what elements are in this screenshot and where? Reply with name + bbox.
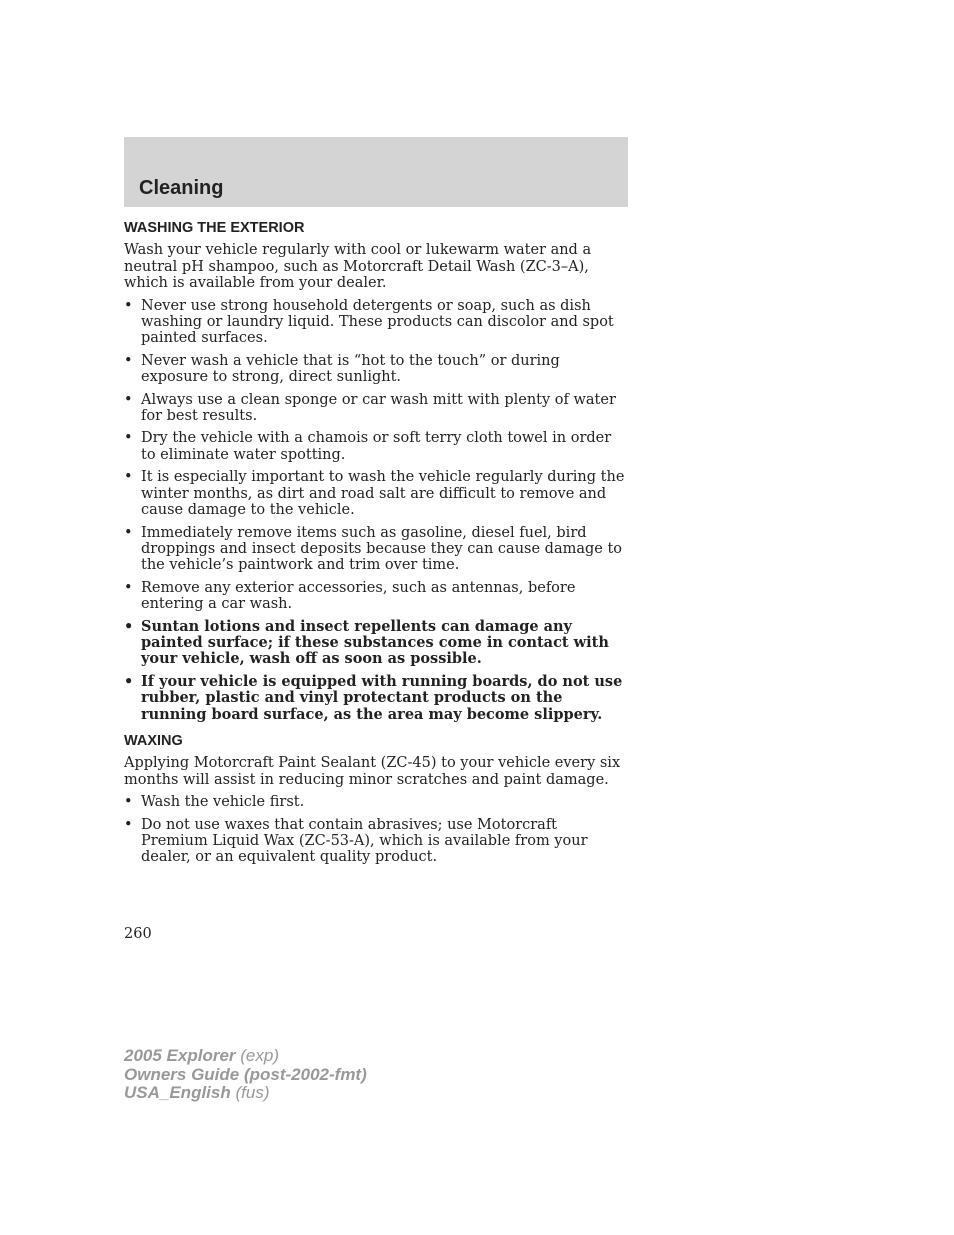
document-footer (124, 1047, 367, 1103)
list-item: • Do not use waxes that contain abrasives; use Motorcraft Premium Liquid Wax (ZC-53-A), which is available from your dealer, or an equivalent quality product. (124, 816, 588, 866)
bullet-icon: • (124, 579, 133, 596)
bullet-icon: • (124, 617, 134, 635)
bullet-icon: • (124, 672, 134, 690)
waxing-intro: Applying Motorcraft Paint Sealant (ZC-45) to your vehicle every six months will assist in reducing minor scratches and paint damage. (124, 755, 621, 788)
list-item: • Remove any exterior accessories, such as antennas, before entering a car wash. (124, 579, 576, 613)
warning-list-item: • Suntan lotions and insect repellents can damage any painted surface; if these substances come in contact with your vehicle, wash off as soon as possible. (124, 617, 609, 668)
bullet-icon: • (124, 469, 133, 486)
list-item: • It is especially important to wash the vehicle regularly during the winter months, as dirt and road salt are difficult to remove and cause damage to the vehicle. (124, 469, 625, 519)
washing-bullet-list (124, 298, 628, 723)
list-item: • Wash the vehicle first. (124, 794, 305, 811)
washing-intro: Wash your vehicle regularly with cool or lukewarm water and a neutral pH shampoo, such as Motorcraft Detail Wash (ZC-3–A), which is available from your dealer. (124, 242, 592, 292)
footer-line-2: Owners Guide (post-2002-fmt) (124, 1064, 367, 1084)
page-title: Cleaning (139, 177, 224, 199)
page-number: 260 (124, 926, 152, 942)
bullet-icon: • (124, 391, 133, 408)
list-item: • Never wash a vehicle that is “hot to the touch” or during exposure to strong, direct sunlight. (124, 352, 560, 386)
bullet-icon: • (124, 816, 133, 833)
section-header-band (124, 137, 628, 207)
footer-line-1: 2005 Explorer (exp) (124, 1046, 279, 1065)
main-content (124, 220, 628, 876)
bullet-icon: • (124, 794, 133, 811)
footer-line-3: USA_English (fus) (124, 1083, 270, 1102)
bullet-icon: • (124, 430, 133, 447)
washing-heading: WASHING THE EXTERIOR (124, 220, 305, 236)
list-item: • Always use a clean sponge or car wash mitt with plenty of water for best results. (124, 391, 616, 425)
waxing-bullet-list (124, 794, 628, 866)
list-item: • Never use strong household detergents or soap, such as dish washing or laundry liquid. These products can discolor and spot painted surfaces. (124, 297, 614, 347)
bullet-icon: • (124, 352, 133, 369)
warning-list-item: • If your vehicle is equipped with running boards, do not use rubber, plastic and vinyl protectant products on the running board surface, as the area may become slippery. (124, 672, 623, 723)
waxing-heading: WAXING (124, 732, 183, 749)
bullet-icon: • (124, 524, 133, 541)
list-item: • Immediately remove items such as gasoline, diesel fuel, bird droppings and insect deposits because they can cause damage to the vehicle’s paintwork and trim over time. (124, 524, 623, 574)
bullet-icon: • (124, 297, 133, 314)
list-item: • Dry the vehicle with a chamois or soft terry cloth towel in order to eliminate water spotting. (124, 430, 612, 463)
